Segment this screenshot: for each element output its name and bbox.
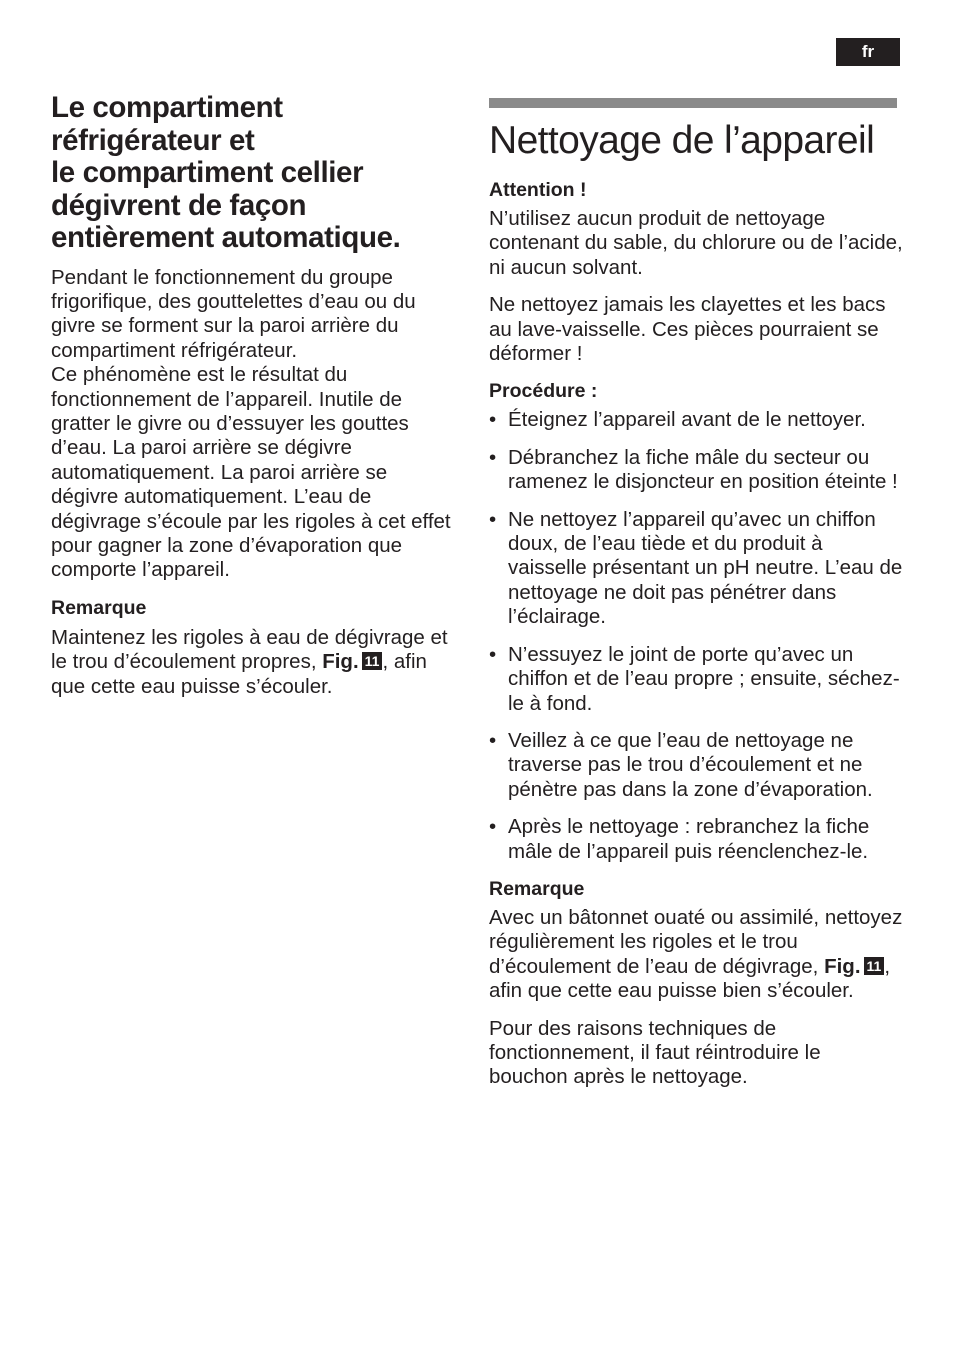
figure-number-badge: 11 xyxy=(864,957,885,975)
bullet-icon: • xyxy=(489,507,497,531)
defrost-heading xyxy=(51,92,453,255)
attention-title: Attention ! xyxy=(489,179,587,201)
note-text xyxy=(489,906,903,1004)
list-item-text: N’essuyez le joint de porte qu’avec un chiffon et de l’eau propre ; ensuite, séchez-le à fond. xyxy=(508,642,900,715)
note-text-start: Maintenez les rigoles à eau de dégivrage et le trou d’écoulement propres, xyxy=(51,625,448,674)
note-title: Remarque xyxy=(489,877,585,900)
heading-line: réfrigérateur et xyxy=(51,123,255,157)
defrost-paragraph: Pendant le fonctionnement du groupe frigorifique, des gouttelettes d’eau ou du givre se forment sur la paroi arrière du compartiment réfrigérateur. xyxy=(51,265,416,362)
list-item xyxy=(489,408,903,432)
page-title: Nettoyage de l’appareil xyxy=(489,119,875,162)
figure-reference: Fig. xyxy=(322,650,359,674)
note-text-start: Avec un bâtonnet ouaté ou assimilé, nettoyez régulièrement les rigoles et le trou d’écoulement de l’eau de dégivrage, xyxy=(489,905,903,978)
attention-paragraph-2: Ne nettoyez jamais les clayettes et les bacs au lave-vaisselle. Ces pièces pourraient se déformer ! xyxy=(489,293,886,366)
attention-paragraph: N’utilisez aucun produit de nettoyage contenant du sable, du chlorure ou de l’acide, ni aucun solvant. xyxy=(489,207,903,279)
note-title: Remarque xyxy=(51,596,147,619)
procedure-title: Procédure : xyxy=(489,380,598,403)
final-paragraph: Pour des raisons techniques de fonctionnement, il faut réintroduire le bouchon après le nettoyage. xyxy=(489,1016,821,1089)
left-column xyxy=(51,92,453,712)
bullet-icon: • xyxy=(489,642,497,666)
heading-line: Le compartiment xyxy=(51,91,283,124)
note-text-end: , afin que cette eau puisse s’écouler. xyxy=(51,650,427,698)
bullet-icon: • xyxy=(489,815,497,839)
list-item-text: Éteignez l’appareil avant de le nettoyer. xyxy=(508,408,866,432)
list-item xyxy=(489,508,903,630)
heading-line: entièrement automatique. xyxy=(51,221,401,254)
list-item xyxy=(489,446,903,495)
bullet-icon: • xyxy=(489,408,497,432)
right-column xyxy=(489,98,903,1103)
figure-number-badge: 11 xyxy=(362,652,383,670)
list-item-text: Débranchez la fiche mâle du secteur ou ramenez le disjoncteur en position éteinte ! xyxy=(508,445,898,494)
list-item-text: Ne nettoyez l’appareil qu’avec un chiffon doux, de l’eau tiède et du produit à vaisselle présentant un pH neutre. L’eau de nettoyage ne doit pas pénétrer dans l’éclairage. xyxy=(508,507,903,629)
bullet-icon: • xyxy=(489,728,497,752)
list-item xyxy=(489,643,903,716)
bullet-icon: • xyxy=(489,445,497,469)
language-tab: fr xyxy=(836,38,900,66)
list-item-text: Veillez à ce que l’eau de nettoyage ne traverse pas le trou d’écoulement et ne pénètre pas dans la zone d’évaporation. xyxy=(508,728,873,801)
procedure-list xyxy=(489,408,903,864)
section-rule xyxy=(489,98,897,108)
note-text-end: , afin que cette eau puisse bien s’écouler. xyxy=(489,954,891,1003)
note-text xyxy=(51,626,453,699)
list-item xyxy=(489,729,903,802)
heading-line: le compartiment cellier xyxy=(51,156,364,189)
list-item-text: Après le nettoyage : rebranchez la fiche mâle de l’appareil puis réenclenchez-le. xyxy=(508,815,870,863)
figure-reference: Fig. xyxy=(824,954,861,978)
defrost-paragraph-2: Ce phénomène est le résultat du fonctionnement de l’appareil. Inutile de gratter le givre ou d’essuyer les gouttes d’eau. La paroi arrière se dégivre automatiquement. La paroi arrière se dégivre automatiquement. L’eau de dégivrage s’écoule par les rigoles à cet effet pour gagner la zone d’évaporation que comporte l’appareil. xyxy=(51,363,451,582)
heading-line: dégivrent de façon xyxy=(51,188,307,222)
list-item xyxy=(489,815,903,864)
